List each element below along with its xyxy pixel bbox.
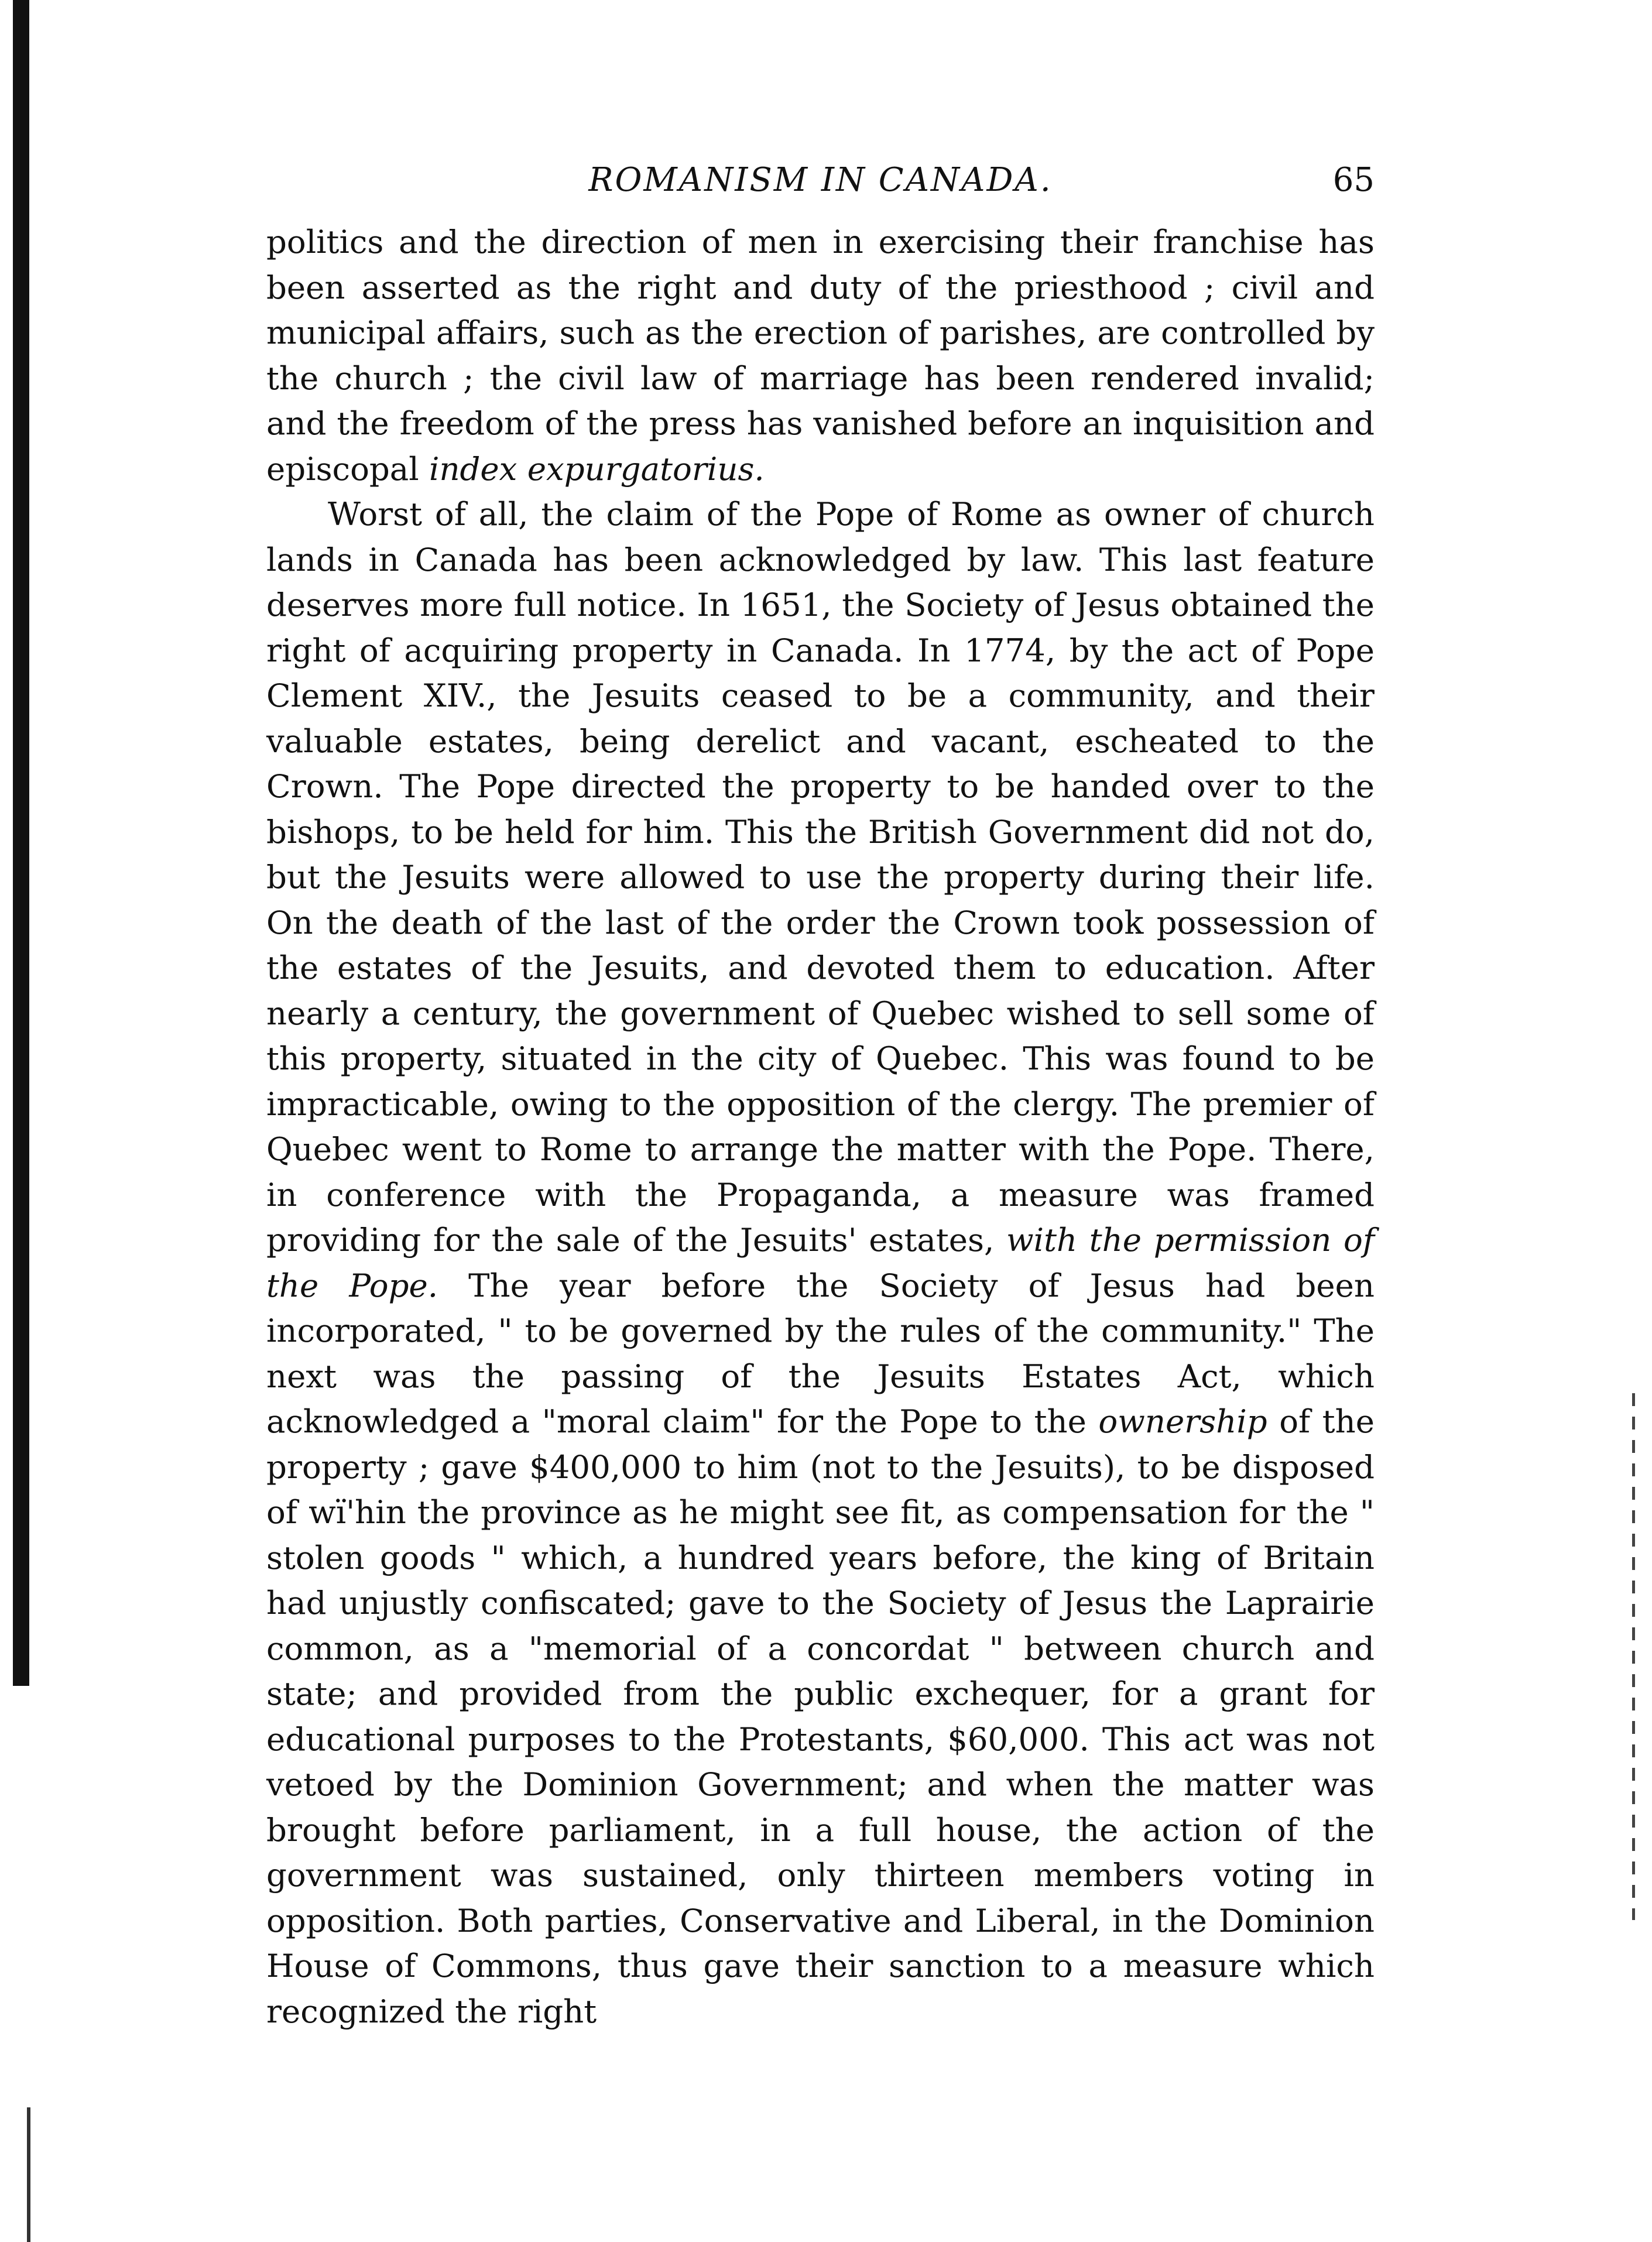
running-title: ROMANISM IN CANADA. — [588, 161, 1053, 199]
scan-binding-edge — [13, 0, 29, 1686]
text-run: politics and the direction of men in exercising their franchise has been asserted as the right and duty of the priesthood ; civil and municipal affairs, such as the erection of parishes, are controlled by the church ; the civil law of marriage has been rendered invalid; and the freedom of the press has vanished before an inquisition and episcopal — [266, 223, 1375, 488]
page-number: 65 — [1332, 161, 1375, 199]
scan-binding-edge-lower — [27, 2107, 30, 2242]
text-run: The year before the Society of Jesus had been incorporated, " to be governed by the rules of the community." The next was the passing of the Jesuits Estates Act, which acknowledged a "moral claim" for the Pope to the — [266, 1266, 1375, 1440]
text-run: of the property ; gave $400,000 to him (not to the Jesuits), to be disposed of wï'hin the province as he might see fit, as compensation for the " stolen goods " which, a hundred years before, the king of Britain had unjustly confiscated; gave to the Society of Jesus the Laprairie common, as a "memorial of a concordat " between church and state; and provided from the public exchequer, for a grant for educational purposes to the Protestants, $60,000. This act was not vetoed by the Dominion Government; and when the matter was brought before parliament, in a full house, the action of the government was sustained, only thirteen members voting in opposition. Both parties, Conservative and Liberal, in the Dominion House of Commons, thus gave their sanction to a measure which recognized the right — [266, 1403, 1375, 2030]
body-text — [266, 220, 1375, 2034]
italic-text-run: index expurgatorius. — [429, 450, 765, 488]
italic-text-run: ownership — [1098, 1403, 1267, 1440]
book-page — [266, 149, 1375, 2034]
paragraph-jesuit-estates — [266, 492, 1375, 2034]
text-run: Worst of all, the claim of the Pope of Rome as owner of church lands in Canada has been acknowledged by law. This last feature deserves more full notice. In 1651, the Society of Jesus obtained the right of acquiring property in Canada. In 1774, by the act of Pope Clement XIV., the Jesuits ceased to be a community, and their valuable estates, being derelict and vacant, escheated to the Crown. The Pope directed the property to be handed over to the bishops, to be held for him. This the British Government did not do, but the Jesuits were allowed to use the property during their life. On the death of the last of the order the Crown took possession of the estates of the Jesuits, and devoted them to education. After nearly a century, the government of Quebec wished to sell some of this property, situated in the city of Quebec. This was found to be impracticable, owing to the opposition of the clergy. The premier of Quebec went to Rome to arrange the matter with the Pope. There, in conference with the Propaganda, a measure was framed providing for the sale of the Jesuits' estates, — [266, 495, 1375, 1259]
running-head — [266, 149, 1375, 208]
italic-text-run: with the permission of the Pope. — [266, 1221, 1375, 1304]
scan-page-edge-right — [1632, 1393, 1635, 1920]
paragraph-continuation — [266, 220, 1375, 492]
